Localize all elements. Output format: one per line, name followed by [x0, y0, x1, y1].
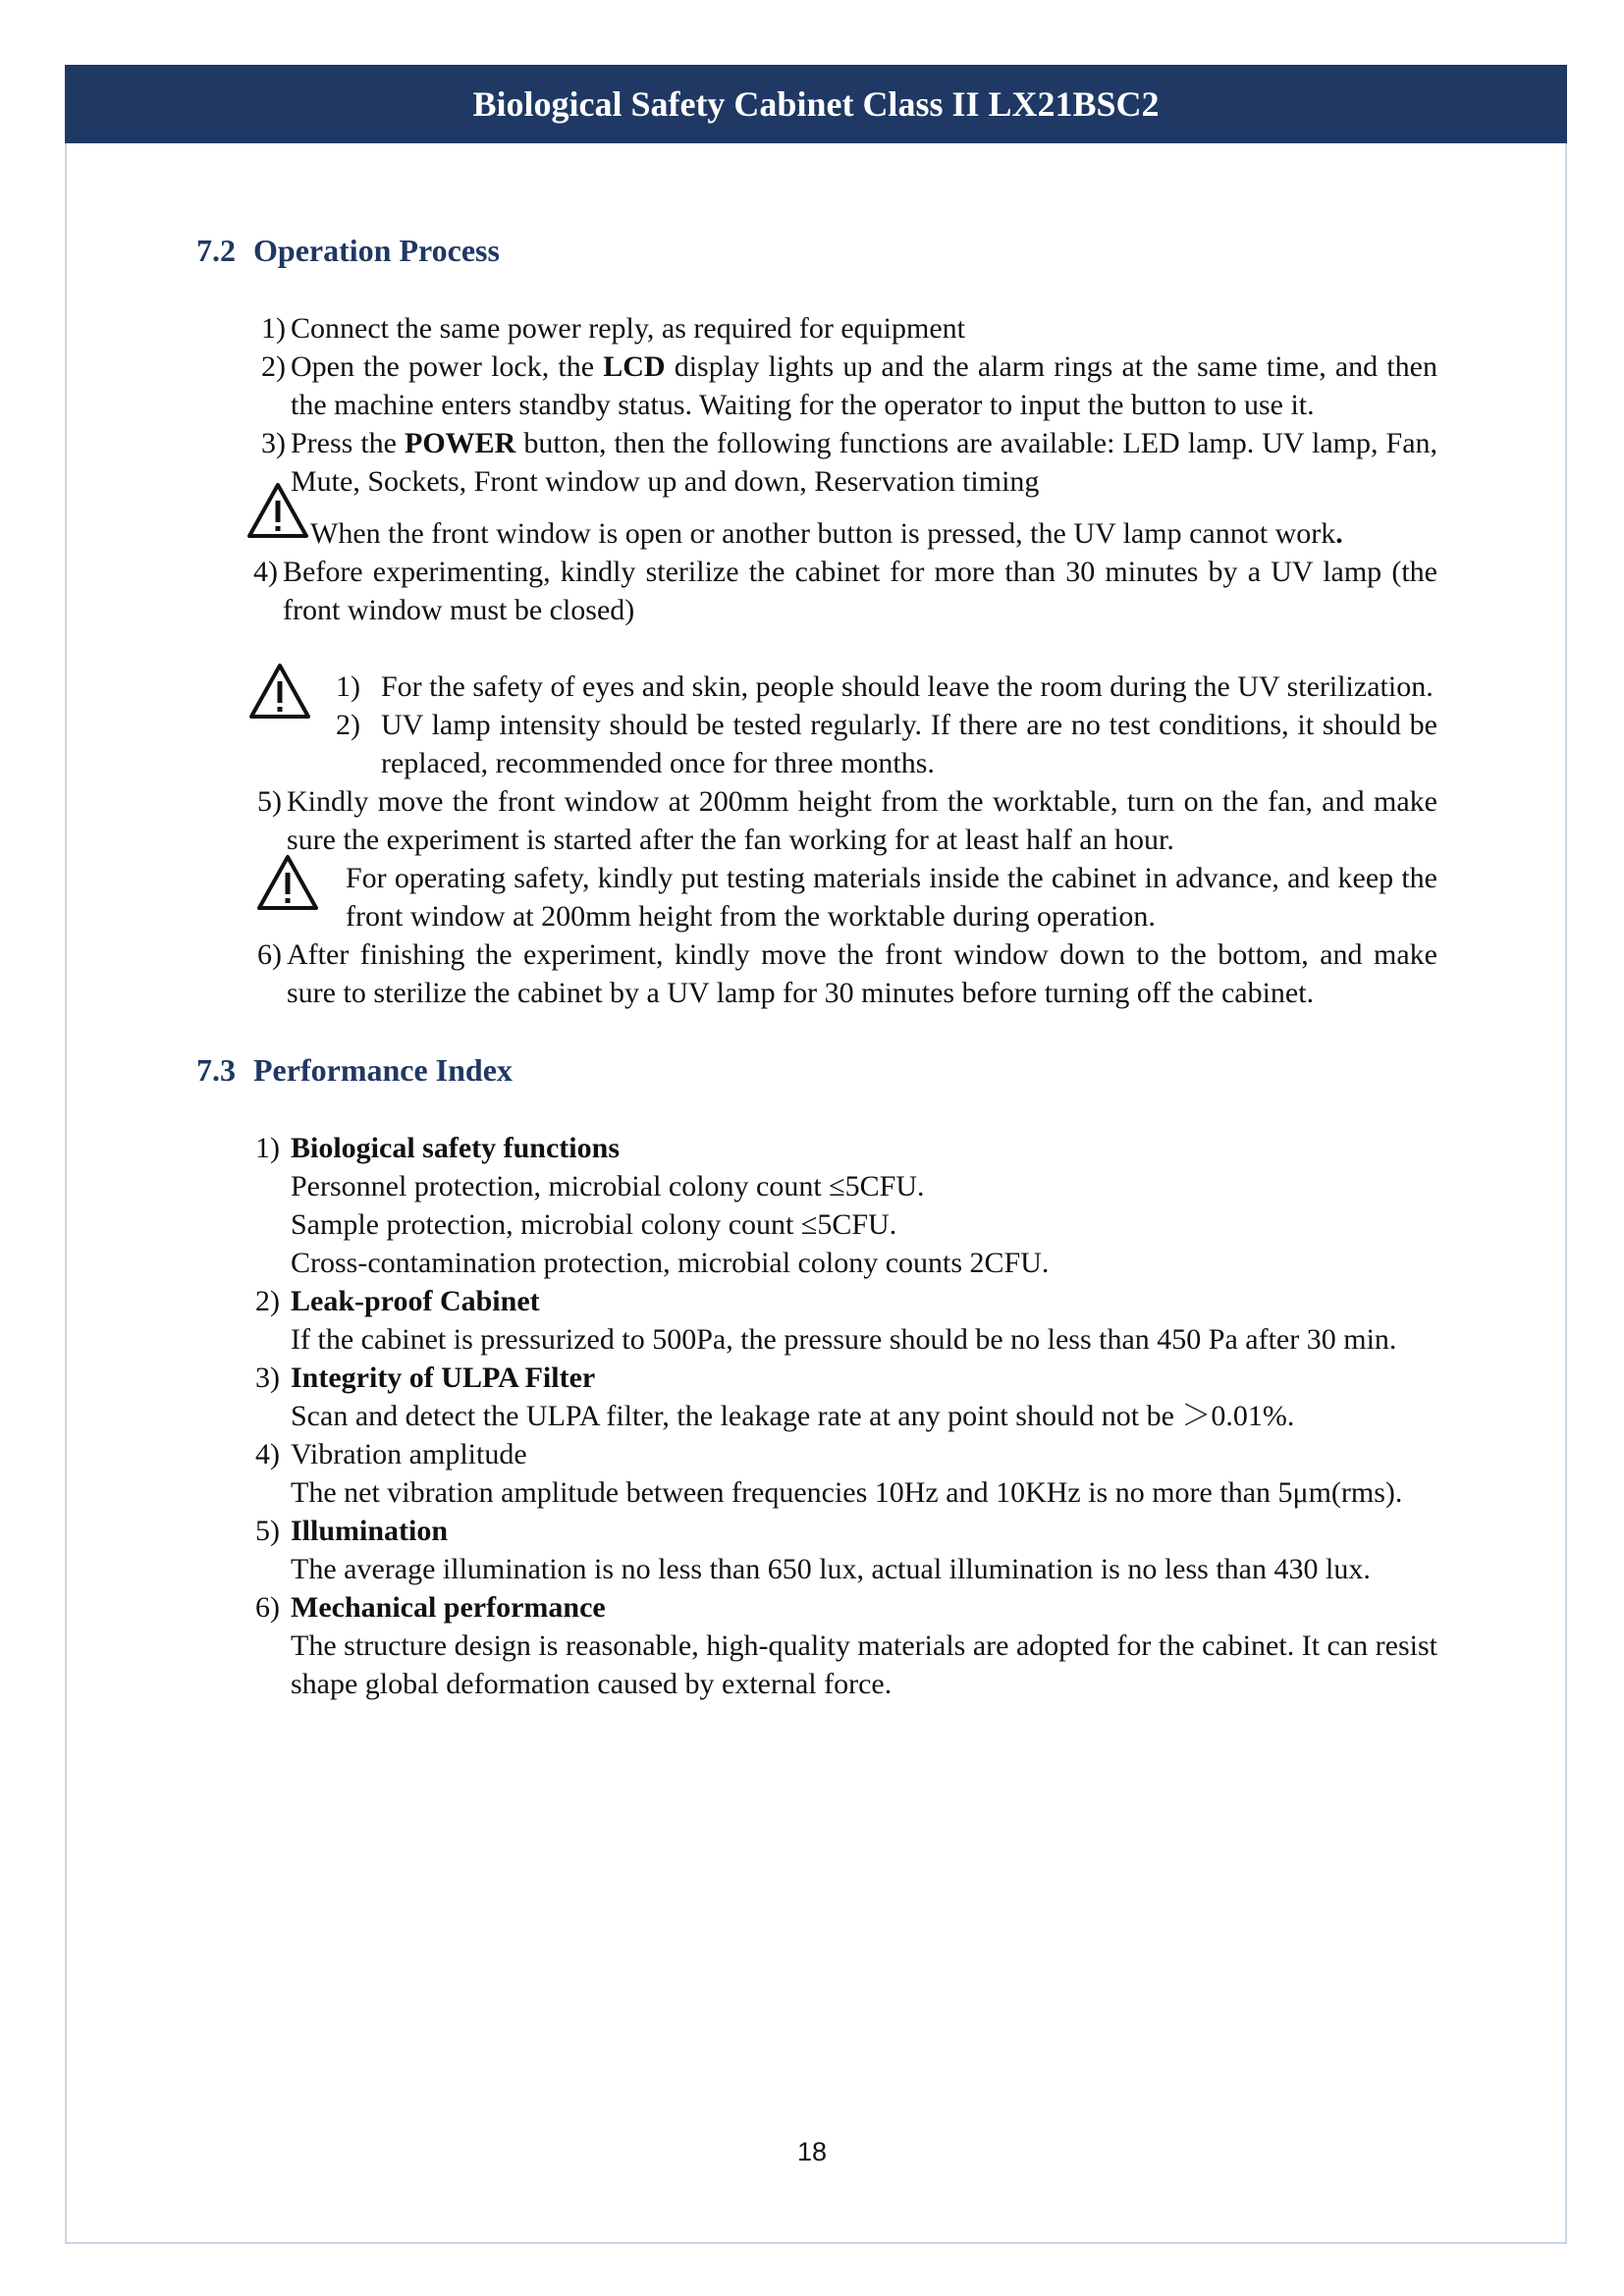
- performance-item-mechanical: 6) Mechanical performance The structure design is reasonable, high-quality materials are adopted for the cabinet. It can resist shape global deformation caused by external force.: [255, 1591, 1437, 1700]
- section-7-3-heading: 7.3 Performance Index: [196, 1052, 513, 1088]
- header-title: Biological Safety Cabinet Class II LX21BSC2: [472, 84, 1160, 124]
- step-4: 4) Before experimenting, kindly sterilize the cabinet for more than 30 minutes by a UV lamp (the front window must be closed): [253, 556, 1437, 626]
- performance-item-ulpa-filter: 3) Integrity of ULPA Filter Scan and detect the ULPA filter, the leakage rate at any point should not be ＞0.01%.: [255, 1362, 1295, 1432]
- step-3: 3) Press the POWER button, then the following functions are available: LED lamp. UV lamp, Fan, Mute, Sockets, Front window up and down, Reservation timing: [261, 427, 1438, 498]
- warning-uv-sterilization: [196, 667, 1437, 782]
- step-5: 5) Kindly move the front window at 200mm height from the worktable, turn on the fan, and make sure the experiment is started after the fan working for at least half an hour.: [257, 785, 1437, 856]
- page-content: [196, 232, 1437, 1703]
- warning-uv-lamp-lock: When the front window is open or another button is pressed, the UV lamp cannot work.: [196, 514, 1437, 553]
- performance-item-biological-safety: 1) Biological safety functions Personnel protection, microbial colony count ≤5CFU. Sample protection, microbial colony count ≤5CFU. Cross-contamination protection, microbial colony counts 2CFU.: [255, 1132, 1050, 1279]
- page-header: [65, 65, 1567, 143]
- performance-item-illumination: 5) Illumination The average illumination is no less than 650 lux, actual illumination is no less than 430 lux.: [255, 1515, 1371, 1585]
- warning-note-1: 1) For the safety of eyes and skin, people should leave the room during the UV sterilization.: [336, 670, 1434, 703]
- step-1: 1) Connect the same power reply, as required for equipment: [261, 312, 965, 345]
- section-7-2-heading: 7.2 Operation Process: [196, 233, 500, 268]
- warning-icon: [255, 853, 320, 912]
- step-2: 2) Open the power lock, the LCD display lights up and the alarm rings at the same time, and then the machine enters standby status. Waiting for the operator to input the button to use it.: [261, 350, 1437, 421]
- warning-note-2: 2) UV lamp intensity should be tested regularly. If there are no test conditions, it should be replaced, recommended once for three months.: [336, 709, 1437, 779]
- performance-item-leak-proof: 2) Leak-proof Cabinet If the cabinet is pressurized to 500Pa, the pressure should be no less than 450 Pa after 30 min.: [255, 1285, 1397, 1356]
- warning-operating-safety: For operating safety, kindly put testing materials inside the cabinet in advance, and keep the front window at 200mm height from the worktable during operation.: [196, 859, 1437, 935]
- warning-icon: [247, 662, 312, 721]
- performance-item-vibration: 4) Vibration amplitude The net vibration amplitude between frequencies 10Hz and 10KHz is no more than 5μm(rms).: [255, 1438, 1403, 1509]
- page-number: 18: [796, 2137, 828, 2166]
- step-6: 6) After finishing the experiment, kindly move the front window down to the bottom, and make sure to sterilize the cabinet by a UV lamp for 30 minutes before turning off the cabinet.: [257, 938, 1437, 1009]
- warning-icon: [245, 481, 310, 540]
